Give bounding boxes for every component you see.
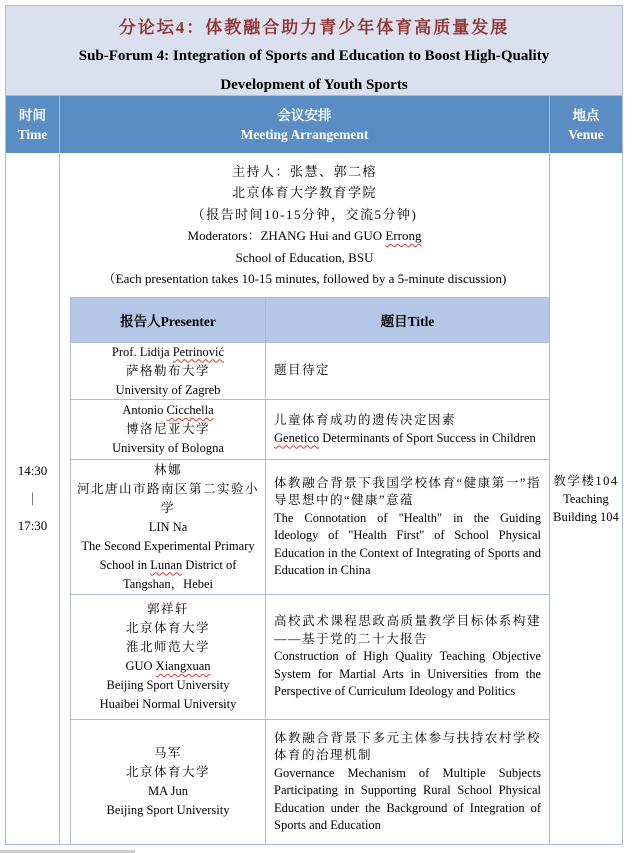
venue-en: Teaching Building 104 [553,491,619,524]
presenter-cell [71,720,266,844]
presenter-line: 郭祥轩 [146,602,189,616]
agenda-table [5,5,623,845]
venue-cell [550,153,622,844]
table-row [71,399,549,459]
presenter-line: 萨格勒布大学 [125,363,210,378]
presenter-cell [71,343,266,399]
forum-title-zh: 分论坛4：体教融合助力青少年体育高质量发展 [118,18,510,37]
title-cell [266,595,549,719]
presenter-cell [71,460,266,594]
forum-title-en-line2: Development of Youth Sports [220,77,408,93]
table-header-row [6,96,622,153]
presenter-line: The Second Experimental Primary School in Lunan District of Tangshan，Hebei [81,538,255,591]
title-en: The Connotation of "Health" in the Guiding Ideology of "Health First" of School Physical Education in the Context of Integrating of Sports and Education in China [274,510,541,577]
presenter-line: 林娜 [153,462,182,477]
forum-title-en-line1: Sub-Forum 4: Integration of Sports and Education to Boost High-Quality [78,48,550,64]
moderator-line: （报告时间10-15分钟，交流5分钟) [191,206,418,222]
title-zh: 体教融合背景下我国学校体育“健康第一”指导思想中的“健康”意蕴 [274,475,541,507]
title-cell [266,400,549,459]
title-en: Governance Mechanism of Multiple Subjects Participating in Supporting Rural School Physical Education under the Background of Integration of Sports and Education [274,765,541,832]
title-zh: 体教融合背景下多元主体参与扶持农村学校体育的治理机制 [274,730,541,762]
presenter-line: 博洛尼亚大学 [125,422,210,436]
header-arrangement [59,96,550,153]
subtable-header-title: 题目Title [380,314,435,329]
title-en: Construction of High Quality Teaching Objective System for Martial Arts in Universities from the Perspective of Curriculum Ideology and Politics [274,649,541,699]
header-arrangement-en: Meeting Arrangement [240,126,369,142]
header-arrangement-zh: 会议安排 [277,107,332,123]
presenter-line: 北京体育大学 [125,765,210,779]
time-separator: ｜ [25,492,39,507]
moderator-line: School of Education, BSU [235,249,374,265]
table-row [71,594,549,719]
presenter-line: MA Jun [148,784,188,798]
presenter-line: 北京体育大学 [125,621,210,635]
title-block [6,6,622,96]
time-cell [6,153,59,844]
presenter-line: University of Zagreb [115,382,221,397]
moderator-line: 北京体育大学教育学院 [231,185,377,200]
presenter-line: LIN Na [148,519,188,534]
table-body-row [6,153,622,844]
subtable-header-row [71,298,549,342]
header-time-en: Time [17,126,48,142]
presenter-line: Beijing Sport University [106,803,230,817]
table-row [71,342,549,399]
presenter-line: 马军 [153,746,182,760]
table-row [71,459,549,594]
presenter-line: 河北唐山市路南区第二实验小学 [76,481,259,515]
header-venue-zh: 地点 [572,107,600,123]
header-time-zh: 时间 [19,107,46,123]
presenter-line: University of Bologna [112,441,224,455]
presenter-line: Beijing Sport University [106,678,230,692]
title-cell [266,460,549,594]
header-venue-en: Venue [568,126,604,142]
presenter-line: Prof. Lidija Petrinović [111,344,225,359]
presenter-line: Huaibei Normal University [99,697,237,711]
presenter-line: 淮北师范大学 [125,640,210,654]
time-end: 17:30 [17,518,48,533]
title-zh: 高校武术课程思政高质量教学目标体系构建——基于党的二十大报告 [274,614,541,646]
table-row [71,719,549,844]
title-zh: 题目待定 [274,363,331,378]
moderator-line: Moderators：ZHANG Hui and GUO Errong [187,228,422,243]
venue-zh: 教学楼104 [553,473,619,488]
header-time [6,96,59,153]
header-venue [550,96,622,153]
presenter-line: GUO Xiangxuan [125,659,211,673]
title-cell [266,720,549,844]
presenter-cell [71,400,266,459]
subtable-header-presenter: 报告人Presenter [71,298,266,342]
time-start: 14:30 [17,463,48,478]
arrangement-cell [59,153,550,844]
title-zh: 儿童体育成功的遗传决定因素 [274,413,457,427]
presentation-subtable [70,297,549,844]
moderator-line: 主持人：张慧、郭二榕 [231,163,377,179]
presenter-line: Antonio Cicchella [122,403,214,417]
presenter-cell [71,595,266,719]
moderator-block [60,153,549,297]
moderator-line: （Each presentation takes 10-15 minutes, followed by a 5-minute discussion) [102,271,507,286]
title-en: Genetico Determinants of Sport Success in Children [274,430,536,445]
title-cell [266,343,549,399]
